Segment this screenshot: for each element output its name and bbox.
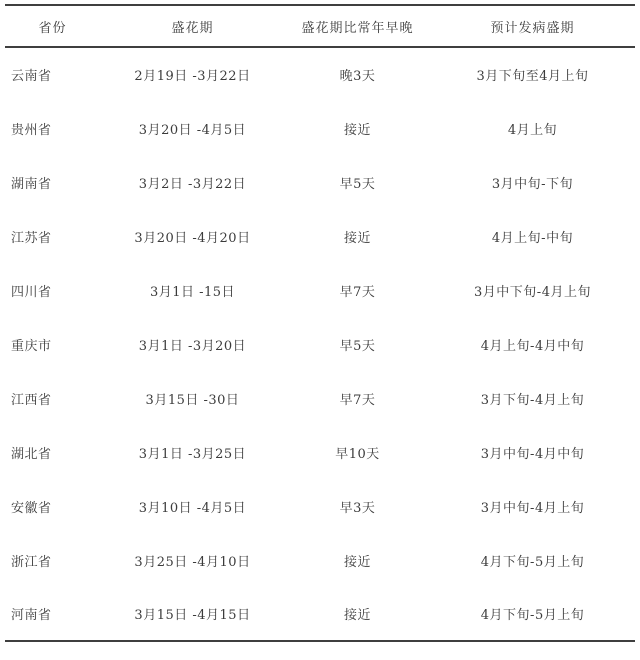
cell-province: 湖北省	[11, 446, 52, 462]
cell-province: 江苏省	[11, 230, 52, 246]
cell-bloom-period: 2月19日 -3月22日	[134, 69, 251, 84]
cell-province: 浙江省	[11, 554, 52, 570]
cell-disease-peak: 4月下旬-5月上旬	[480, 554, 585, 570]
table-row	[5, 47, 635, 101]
cell-bloom-period: 3月1日 -3月25日	[138, 446, 247, 462]
cell-vs-normal: 接近	[343, 230, 371, 246]
table-row	[5, 317, 635, 371]
column-header-bloom-period: 盛花期	[171, 20, 214, 36]
cell-disease-peak: 4月上旬-4月中旬	[480, 338, 585, 354]
cell-disease-peak: 3月中旬-下旬	[491, 176, 574, 192]
cell-bloom-period: 3月1日 -3月20日	[138, 338, 247, 354]
cell-province: 四川省	[11, 284, 52, 300]
header-row	[5, 5, 635, 47]
cell-bloom-period: 3月20日 -4月20日	[134, 230, 251, 246]
table-row	[5, 101, 635, 155]
cell-disease-peak: 4月下旬-5月上旬	[480, 608, 585, 623]
table-row	[5, 479, 635, 533]
document-page	[0, 4, 640, 660]
cell-disease-peak: 3月中旬-4月上旬	[480, 500, 585, 516]
cell-disease-peak: 3月中旬-4月中旬	[480, 446, 585, 462]
table-header	[5, 5, 635, 47]
table-row	[5, 587, 635, 641]
cell-disease-peak: 4月上旬	[507, 122, 558, 138]
cell-disease-peak: 3月中下旬-4月上旬	[474, 284, 591, 300]
cell-vs-normal: 早3天	[339, 500, 376, 516]
cell-vs-normal: 早7天	[339, 284, 376, 300]
cell-vs-normal: 接近	[343, 608, 371, 623]
cell-vs-normal: 早7天	[339, 392, 376, 408]
cell-bloom-period: 3月15日 -4月15日	[134, 608, 251, 623]
column-header-disease-peak: 预计发病盛期	[490, 20, 575, 36]
cell-bloom-period: 3月25日 -4月10日	[134, 554, 251, 570]
table-row	[5, 155, 635, 209]
cell-disease-peak: 4月上旬-中旬	[491, 230, 574, 246]
cell-province: 安徽省	[11, 500, 52, 516]
column-header-vs-normal: 盛花期比常年早晚	[301, 20, 414, 36]
cell-vs-normal: 早5天	[339, 176, 376, 192]
table-row	[5, 425, 635, 479]
cell-vs-normal: 接近	[343, 554, 371, 570]
table-row	[5, 209, 635, 263]
table-body	[5, 47, 635, 641]
cell-province: 河南省	[11, 608, 52, 623]
cell-disease-peak: 3月下旬-4月上旬	[480, 392, 585, 408]
cell-province: 重庆市	[11, 338, 52, 354]
cell-vs-normal: 晚3天	[339, 69, 376, 84]
cell-province: 江西省	[11, 392, 52, 408]
table-row	[5, 263, 635, 317]
cell-vs-normal: 接近	[343, 122, 371, 138]
cell-bloom-period: 3月2日 -3月22日	[138, 176, 247, 192]
cell-vs-normal: 早10天	[335, 446, 380, 462]
cell-province: 湖南省	[11, 176, 52, 192]
cell-vs-normal: 早5天	[339, 338, 376, 354]
cell-province: 云南省	[11, 69, 52, 84]
cell-province: 贵州省	[11, 122, 52, 138]
cell-bloom-period: 3月20日 -4月5日	[138, 122, 247, 138]
cell-disease-peak: 3月下旬至4月上旬	[476, 69, 589, 84]
table-row	[5, 371, 635, 425]
cell-bloom-period: 3月15日 -30日	[145, 392, 240, 408]
column-header-province: 省份	[38, 20, 67, 36]
table-row	[5, 533, 635, 587]
cell-bloom-period: 3月10日 -4月5日	[138, 500, 247, 516]
bloom-period-table	[5, 4, 635, 642]
cell-bloom-period: 3月1日 -15日	[149, 284, 236, 300]
